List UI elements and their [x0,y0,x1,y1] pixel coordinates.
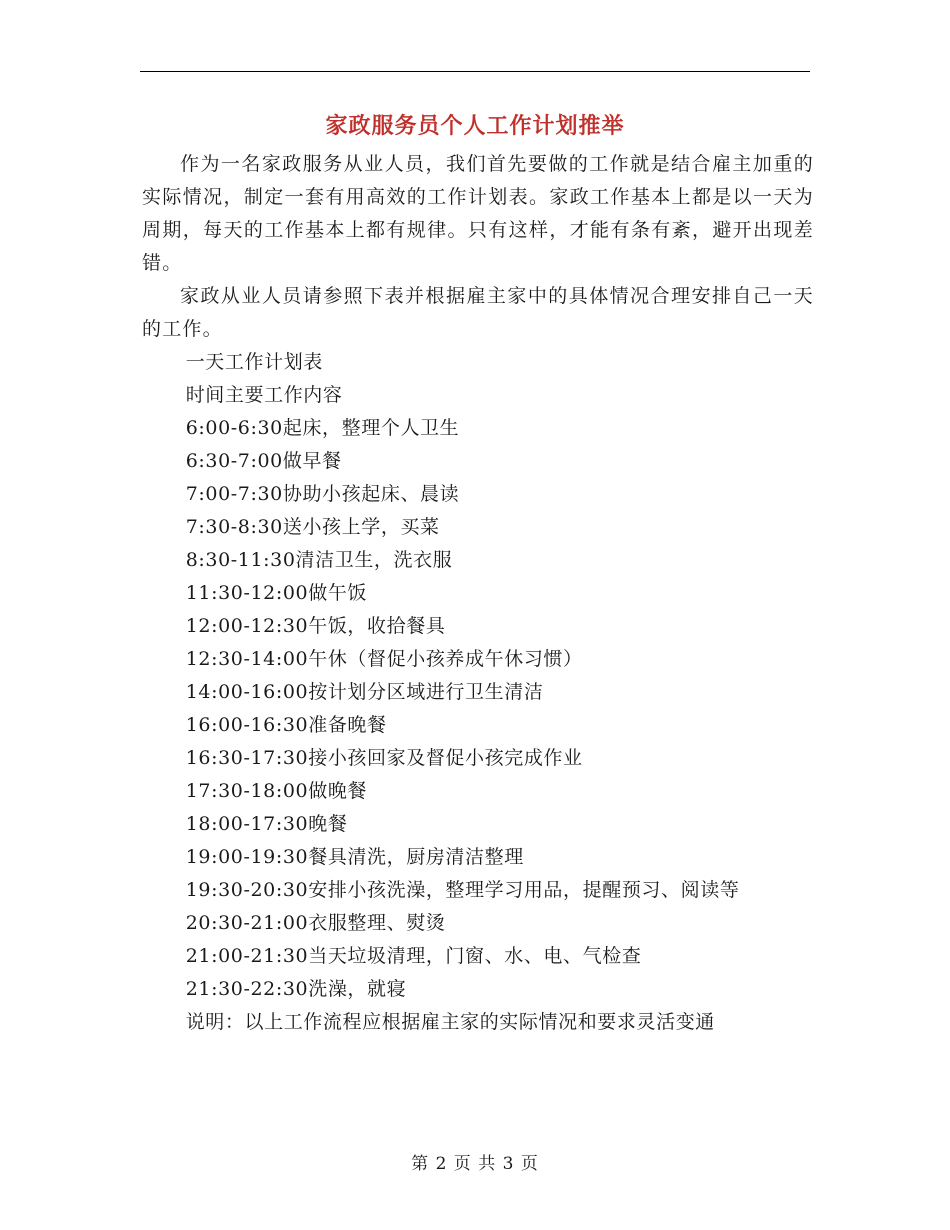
schedule-row: 12:00-12:30午饭，收拾餐具 [185,615,446,637]
schedule-row: 7:00-7:30协助小孩起床、晨读 [185,483,460,505]
schedule-row: 17:30-18:00做晚餐 [185,780,368,802]
schedule-row: 19:30-20:30安排小孩洗澡，整理学习用品，提醒预习、阅读等 [185,879,740,901]
schedule-row: 21:00-21:30当天垃圾清理，门窗、水、电、气检查 [185,945,642,967]
schedule-row: 6:30-7:00做早餐 [185,450,342,472]
schedule-row: 19:00-19:30餐具清洗，厨房清洁整理 [185,846,524,868]
schedule-row: 20:30-21:00衣服整理、熨烫 [185,912,446,934]
document-body [142,148,814,1039]
header-rule [140,71,810,72]
instruction-paragraph: 家政从业人员请参照下表并根据雇主家中的具体情况合理安排自己一天的工作。 [142,285,814,340]
table-header: 时间主要工作内容 [185,384,343,406]
schedule-row: 6:00-6:30起床，整理个人卫生 [185,417,460,439]
document-title: 家政服务员个人工作计划推举 [325,113,625,139]
table-title: 一天工作计划表 [185,351,323,373]
schedule-row: 8:30-11:30清洁卫生，洗衣服 [185,549,453,571]
schedule-row: 16:30-17:30接小孩回家及督促小孩完成作业 [185,747,583,769]
page-number-footer: 第 2 页 共 3 页 [411,1154,539,1174]
schedule-row: 16:00-16:30准备晚餐 [185,714,387,736]
intro-paragraph: 作为一名家政服务从业人员，我们首先要做的工作就是结合雇主加重的实际情况，制定一套有用高效的工作计划表。家政工作基本上都是以一天为周期，每天的工作基本上都有规律。只有这样，才能有条有紊，避开出现差错。 [142,153,814,274]
schedule-row: 12:30-14:00午休（督促小孩养成午休习惯） [185,648,583,670]
schedule-row: 11:30-12:00做午饭 [185,582,368,604]
schedule-row: 18:00-17:30晚餐 [185,813,348,835]
schedule-row: 14:00-16:00按计划分区域进行卫生清洁 [185,681,544,703]
schedule-row: 7:30-8:30送小孩上学，买菜 [185,516,440,538]
note-line: 说明：以上工作流程应根据雇主家的实际情况和要求灵活变通 [185,1011,715,1033]
schedule-row: 21:30-22:30洗澡，就寝 [185,978,407,1000]
